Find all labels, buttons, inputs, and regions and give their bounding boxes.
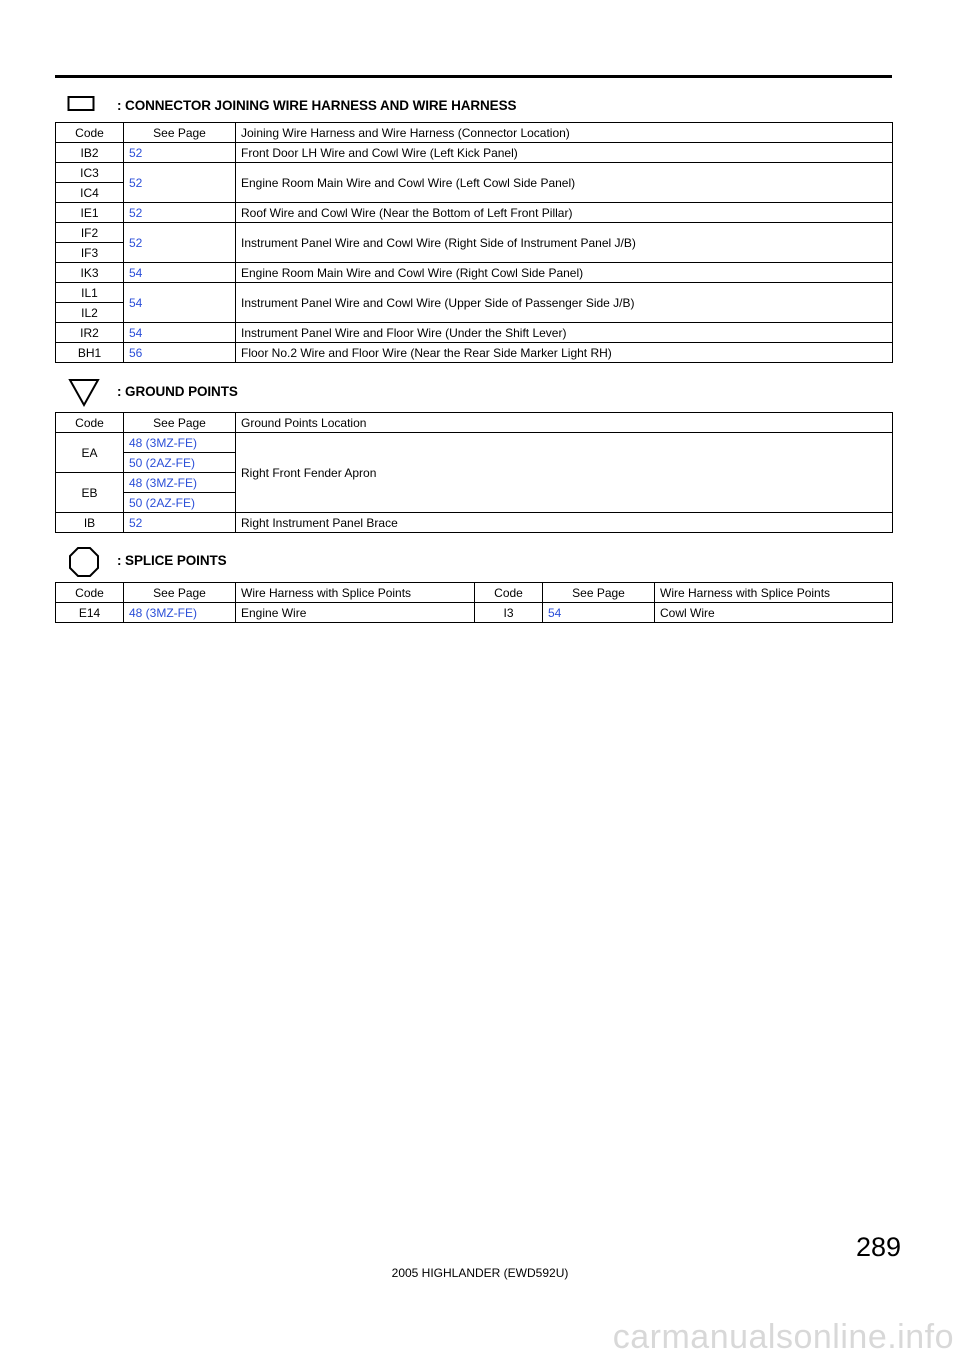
page-link[interactable]: 50 (2AZ-FE) (124, 453, 236, 473)
code-cell: IC3 (56, 163, 124, 183)
page-link[interactable]: 54 (543, 603, 655, 623)
header-see-page: See Page (124, 583, 236, 603)
code-cell: EA (56, 433, 124, 473)
page-link[interactable]: 56 (124, 343, 236, 363)
location-cell: Instrument Panel Wire and Floor Wire (Under the Shift Lever) (236, 323, 893, 343)
table-row (56, 163, 893, 183)
header-see-page: See Page (124, 413, 236, 433)
table-row (56, 283, 893, 303)
table-header-row (56, 413, 893, 433)
page-link[interactable]: 48 (3MZ-FE) (124, 433, 236, 453)
page-link[interactable]: 54 (124, 323, 236, 343)
code-cell: IB2 (56, 143, 124, 163)
location-cell: Roof Wire and Cowl Wire (Near the Bottom of Left Front Pillar) (236, 203, 893, 223)
page-link[interactable]: 52 (124, 163, 236, 203)
code-cell: IR2 (56, 323, 124, 343)
header-see-page: See Page (124, 123, 236, 143)
header-code: Code (56, 583, 124, 603)
code-cell: BH1 (56, 343, 124, 363)
ground-table (55, 412, 893, 533)
location-cell: Right Front Fender Apron (236, 433, 893, 513)
page-number: 289 (856, 1232, 902, 1262)
harness-cell: Engine Wire (236, 603, 475, 623)
table-row (56, 343, 893, 363)
connector-table (55, 122, 893, 363)
location-cell: Engine Room Main Wire and Cowl Wire (Right Cowl Side Panel) (236, 263, 893, 283)
connector-section-title: : CONNECTOR JOINING WIRE HARNESS AND WIRE HARNESS (117, 98, 517, 113)
watermark: carmanualsonline.info (612, 1318, 954, 1356)
table-header-row (56, 583, 893, 603)
table-row (56, 203, 893, 223)
header-location: Ground Points Location (236, 413, 893, 433)
ground-triangle-icon (67, 376, 101, 408)
code-cell: IF2 (56, 223, 124, 243)
table-row (56, 143, 893, 163)
top-rule (55, 75, 892, 78)
header-harness: Wire Harness with Splice Points (236, 583, 475, 603)
table-row (56, 603, 893, 623)
code-cell: IB (56, 513, 124, 533)
header-code: Code (56, 123, 124, 143)
harness-cell: Cowl Wire (655, 603, 893, 623)
code-cell: IF3 (56, 243, 124, 263)
code-cell: I3 (475, 603, 543, 623)
page-link[interactable]: 54 (124, 263, 236, 283)
splice-section-title: : SPLICE POINTS (117, 553, 227, 568)
header-code: Code (56, 413, 124, 433)
splice-section-header (55, 545, 892, 575)
connector-symbol-icon (67, 92, 95, 112)
page-link[interactable]: 52 (124, 143, 236, 163)
page-link[interactable]: 54 (124, 283, 236, 323)
location-cell: Instrument Panel Wire and Cowl Wire (Right Side of Instrument Panel J/B) (236, 223, 893, 263)
code-cell: E14 (56, 603, 124, 623)
table-row (56, 223, 893, 243)
location-cell: Instrument Panel Wire and Cowl Wire (Upper Side of Passenger Side J/B) (236, 283, 893, 323)
table-row (56, 433, 893, 453)
splice-table (55, 582, 893, 623)
ground-section-title: : GROUND POINTS (117, 384, 238, 399)
page-link[interactable]: 50 (2AZ-FE) (124, 493, 236, 513)
code-cell: IL1 (56, 283, 124, 303)
code-cell: IK3 (56, 263, 124, 283)
code-cell: IC4 (56, 183, 124, 203)
header-location: Joining Wire Harness and Wire Harness (Connector Location) (236, 123, 893, 143)
location-cell: Floor No.2 Wire and Floor Wire (Near the Rear Side Marker Light RH) (236, 343, 893, 363)
page-link[interactable]: 52 (124, 513, 236, 533)
page-link[interactable]: 48 (3MZ-FE) (124, 473, 236, 493)
footer-title: 2005 HIGHLANDER (EWD592U) (391, 1266, 569, 1280)
header-see-page: See Page (543, 583, 655, 603)
table-header-row (56, 123, 893, 143)
code-cell: IL2 (56, 303, 124, 323)
table-row (56, 323, 893, 343)
table-row (56, 263, 893, 283)
page-link[interactable]: 52 (124, 223, 236, 263)
connector-section-header (55, 92, 892, 122)
page-link[interactable]: 48 (3MZ-FE) (124, 603, 236, 623)
location-cell: Front Door LH Wire and Cowl Wire (Left Kick Panel) (236, 143, 893, 163)
code-cell: EB (56, 473, 124, 513)
ground-section-header (55, 376, 892, 406)
header-harness: Wire Harness with Splice Points (655, 583, 893, 603)
code-cell: IE1 (56, 203, 124, 223)
page-link[interactable]: 52 (124, 203, 236, 223)
table-row (56, 513, 893, 533)
location-cell: Right Instrument Panel Brace (236, 513, 893, 533)
splice-octagon-icon (67, 545, 101, 579)
header-code: Code (475, 583, 543, 603)
location-cell: Engine Room Main Wire and Cowl Wire (Left Cowl Side Panel) (236, 163, 893, 203)
